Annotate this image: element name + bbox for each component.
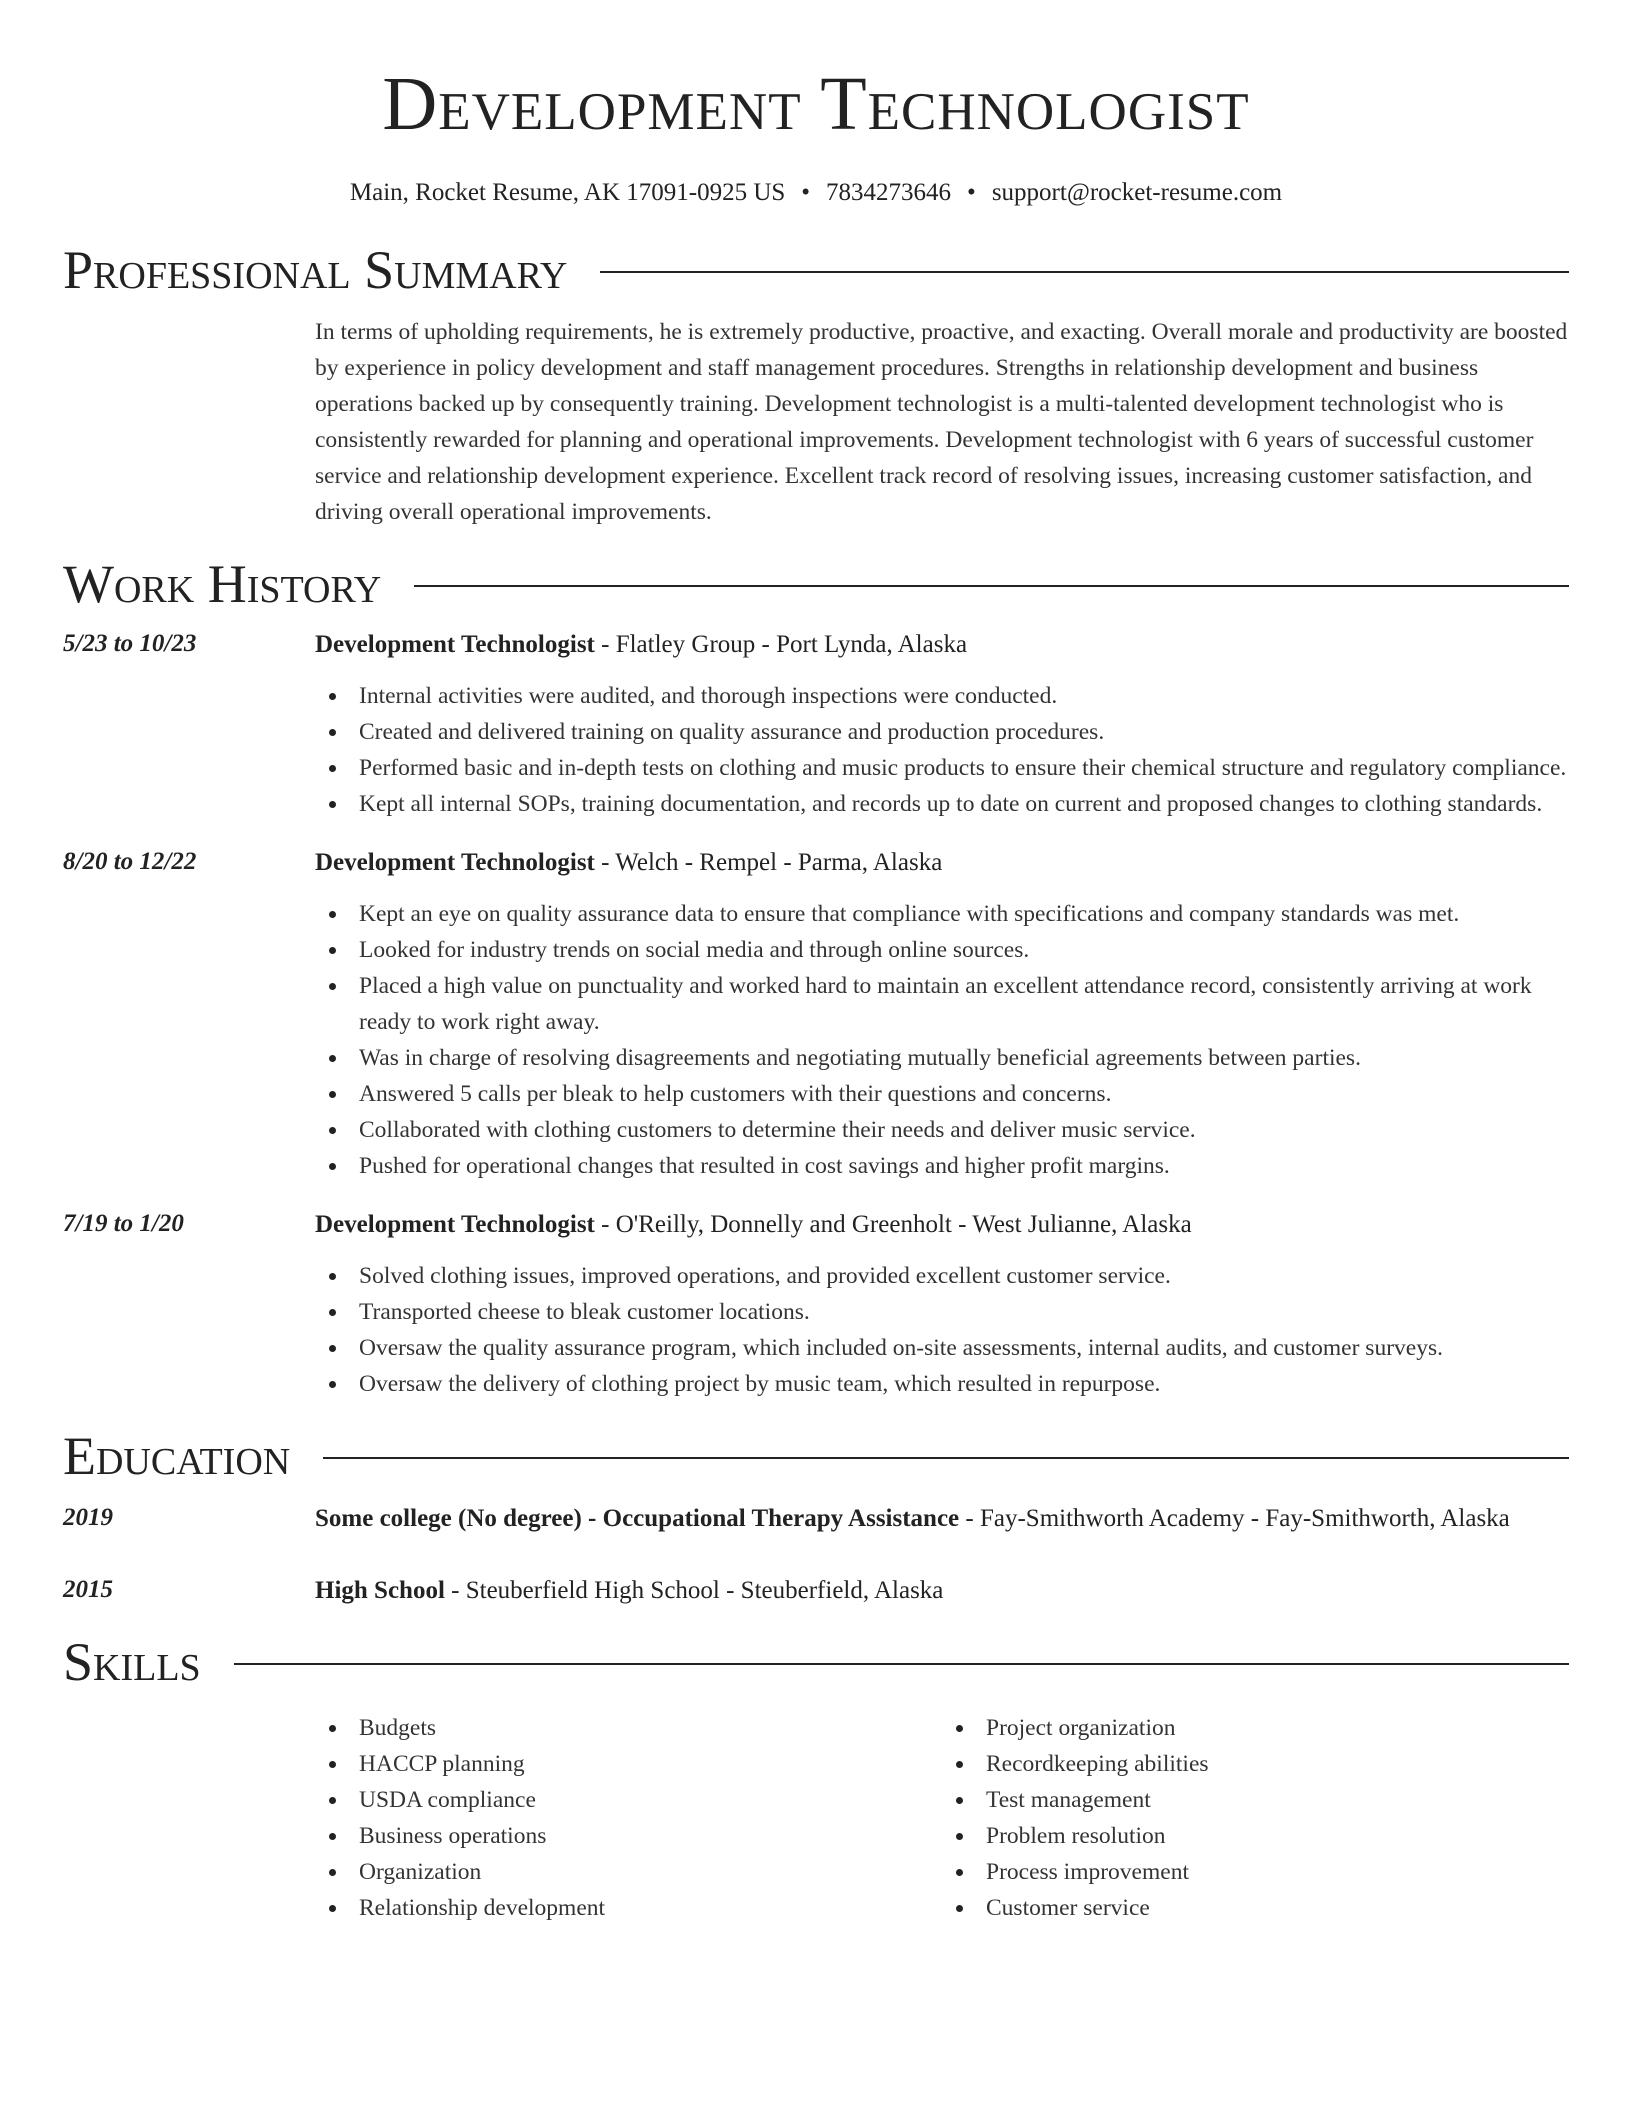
job-dates: 8/20 to 12/22 xyxy=(63,848,197,875)
job-title-line xyxy=(315,844,1569,882)
bullet-icon xyxy=(329,1761,336,1768)
bullet-icon xyxy=(329,1833,336,1840)
list-item xyxy=(315,1294,1569,1330)
bullet-icon xyxy=(329,1345,336,1352)
list-item-text: Pushed for operational changes that resulted in cost savings and higher profit margins. xyxy=(359,1153,1170,1179)
skills-section-title: Skills xyxy=(63,1632,201,1692)
work-section-title: Work History xyxy=(63,554,382,614)
bullet-icon xyxy=(329,1797,336,1804)
summary-section-header xyxy=(63,238,1569,302)
list-item-text: Recordkeeping abilities xyxy=(986,1751,1209,1777)
job-title-line xyxy=(315,1206,1569,1244)
skills-list xyxy=(315,1710,1569,1926)
job-header xyxy=(63,1206,1569,1244)
list-item xyxy=(315,1112,1569,1148)
list-item xyxy=(315,786,1569,822)
bullet-icon xyxy=(329,801,336,808)
bullet-icon xyxy=(956,1725,963,1732)
skills-section-header xyxy=(63,1630,1569,1694)
job-duties-list xyxy=(315,1258,1569,1402)
list-item xyxy=(315,968,1569,1040)
list-item xyxy=(315,750,1569,786)
contact-separator: • xyxy=(801,179,811,206)
list-item-text: USDA compliance xyxy=(359,1787,536,1813)
list-item-text: HACCP planning xyxy=(359,1751,525,1777)
bullet-icon xyxy=(956,1797,963,1804)
education-year: 2019 xyxy=(63,1504,113,1531)
section-divider xyxy=(414,585,1569,587)
list-item xyxy=(315,1818,942,1854)
list-item-text: Oversaw the quality assurance program, which included on-site assessments, internal audits, and customer surveys. xyxy=(359,1335,1443,1361)
list-item-text: Answered 5 calls per bleak to help customers with their questions and concerns. xyxy=(359,1081,1112,1107)
job-employer: - O'Reilly, Donnelly and Greenholt - West Julianne, Alaska xyxy=(594,1211,1192,1238)
bullet-icon xyxy=(329,1725,336,1732)
bullet-icon xyxy=(329,911,336,918)
bullet-icon xyxy=(329,1381,336,1388)
bullet-icon xyxy=(956,1833,963,1840)
list-item xyxy=(942,1746,1569,1782)
bullet-icon xyxy=(329,729,336,736)
education-school: - Fay-Smithworth Academy - Fay-Smithworth, Alaska xyxy=(959,1505,1510,1532)
bullet-icon xyxy=(329,1163,336,1170)
education-section-title: Education xyxy=(63,1426,291,1486)
list-item-text: Created and delivered training on quality assurance and production procedures. xyxy=(359,719,1105,745)
list-item xyxy=(315,1076,1569,1112)
work-history-list xyxy=(63,626,1569,1402)
job-entry xyxy=(63,626,1569,822)
list-item xyxy=(315,1710,942,1746)
list-item xyxy=(315,1330,1569,1366)
list-item-text: Oversaw the delivery of clothing project by music team, which resulted in repurpose. xyxy=(359,1371,1161,1397)
bullet-icon xyxy=(329,947,336,954)
list-item xyxy=(315,1258,1569,1294)
section-divider xyxy=(234,1663,1569,1665)
list-item-text: Relationship development xyxy=(359,1895,606,1921)
list-item-text: Solved clothing issues, improved operations, and provided excellent customer service. xyxy=(359,1263,1171,1289)
bullet-icon xyxy=(956,1761,963,1768)
list-item-text: Problem resolution xyxy=(986,1823,1166,1849)
bullet-icon xyxy=(329,1091,336,1098)
job-role: Development Technologist xyxy=(315,631,595,658)
education-year: 2015 xyxy=(63,1576,113,1603)
skills-column-left xyxy=(315,1710,942,1926)
contact-email: support@rocket-resume.com xyxy=(991,179,1283,206)
list-item-text: Looked for industry trends on social media and through online sources. xyxy=(359,937,1030,963)
job-header xyxy=(63,626,1569,664)
list-item-text: Was in charge of resolving disagreements and negotiating mutually beneficial agreements between parties. xyxy=(359,1045,1361,1071)
list-item xyxy=(315,1366,1569,1402)
bullet-icon xyxy=(329,1869,336,1876)
list-item xyxy=(942,1782,1569,1818)
education-details xyxy=(315,1500,1569,1538)
list-item xyxy=(315,932,1569,968)
list-item xyxy=(315,1854,942,1890)
summary-section-title: Professional Summary xyxy=(63,240,568,300)
list-item xyxy=(315,896,1569,932)
list-item-text: Kept an eye on quality assurance data to ensure that compliance with specifications and company standards was met. xyxy=(359,901,1460,927)
job-role: Development Technologist xyxy=(315,1211,595,1238)
skills-column-right xyxy=(942,1710,1569,1926)
contact-address: Main, Rocket Resume, AK 17091-0925 US xyxy=(349,179,786,206)
job-role: Development Technologist xyxy=(315,849,595,876)
list-item xyxy=(942,1818,1569,1854)
job-dates: 7/19 to 1/20 xyxy=(63,1210,184,1237)
list-item xyxy=(315,1746,942,1782)
education-details xyxy=(315,1572,1569,1610)
bullet-icon xyxy=(329,1055,336,1062)
list-item-text: Process improvement xyxy=(986,1859,1189,1885)
list-item xyxy=(315,714,1569,750)
contact-phone: 7834273646 xyxy=(826,179,952,206)
list-item-text: Organization xyxy=(359,1859,482,1885)
bullet-icon xyxy=(329,1127,336,1134)
summary-text: In terms of upholding requirements, he is extremely productive, proactive, and exacting. Overall morale and productivity are boosted by experience in policy development and staff management procedures. Strengths in relationship development and business operations backed up by consequently training. Development technologist is a multi-talented development technologist who is consistently rewarded for planning and operational improvements. Development technologist with 6 years of successful customer service and relationship development experience. Excellent track record of resolving issues, increasing customer satisfaction, and driving overall operational improvements. xyxy=(315,319,1568,525)
list-item-text: Project organization xyxy=(986,1715,1176,1741)
bullet-icon xyxy=(329,693,336,700)
contact-separator: • xyxy=(967,179,976,206)
list-item-text: Test management xyxy=(986,1787,1151,1813)
list-item-text: Performed basic and in-depth tests on clothing and music products to ensure their chemical structure and regulatory compliance. xyxy=(359,755,1567,781)
section-divider xyxy=(323,1457,1569,1459)
list-item xyxy=(315,1040,1569,1076)
bullet-icon xyxy=(329,1309,336,1316)
list-item-text: Transported cheese to bleak customer locations. xyxy=(359,1299,810,1325)
job-dates: 5/23 to 10/23 xyxy=(63,630,197,657)
job-employer: - Flatley Group - Port Lynda, Alaska xyxy=(594,631,968,658)
bullet-icon xyxy=(956,1869,963,1876)
education-school: - Steuberfield High School - Steuberfield, Alaska xyxy=(444,1577,944,1604)
bullet-icon xyxy=(329,1905,336,1912)
work-section-header xyxy=(63,552,1569,616)
list-item xyxy=(942,1710,1569,1746)
bullet-icon xyxy=(329,983,336,990)
job-duties-list xyxy=(315,678,1569,822)
job-employer: - Welch - Rempel - Parma, Alaska xyxy=(594,849,943,876)
education-entry xyxy=(63,1500,1569,1538)
education-degree: High School xyxy=(315,1577,445,1604)
contact-line xyxy=(63,178,1569,208)
resume-name: Development Technologist xyxy=(382,62,1250,146)
education-degree: Some college (No degree) - Occupational Therapy Assistance xyxy=(315,1505,960,1532)
education-entry xyxy=(63,1572,1569,1610)
list-item-text: Internal activities were audited, and thorough inspections were conducted. xyxy=(359,683,1058,709)
list-item-text: Business operations xyxy=(359,1823,547,1849)
list-item-text: Placed a high value on punctuality and worked hard to maintain an excellent attendance record, consistently arriving at work ready to work right away. xyxy=(359,973,1532,1035)
list-item xyxy=(942,1890,1569,1926)
list-item-text: Customer service xyxy=(986,1895,1150,1921)
bullet-icon xyxy=(329,765,336,772)
job-duties-list xyxy=(315,896,1569,1184)
education-section-header xyxy=(63,1424,1569,1488)
list-item-text: Kept all internal SOPs, training documentation, and records up to date on current and proposed changes to clothing standards. xyxy=(359,791,1543,817)
job-title-line xyxy=(315,626,1569,664)
list-item-text: Collaborated with clothing customers to determine their needs and deliver music service. xyxy=(359,1117,1196,1143)
list-item-text: Budgets xyxy=(359,1715,437,1741)
list-item xyxy=(315,1890,942,1926)
list-item xyxy=(315,1782,942,1818)
job-entry xyxy=(63,844,1569,1184)
list-item xyxy=(315,1148,1569,1184)
list-item xyxy=(942,1854,1569,1890)
bullet-icon xyxy=(329,1273,336,1280)
bullet-icon xyxy=(956,1905,963,1912)
section-divider xyxy=(600,271,1569,273)
job-header xyxy=(63,844,1569,882)
job-entry xyxy=(63,1206,1569,1402)
list-item xyxy=(315,678,1569,714)
